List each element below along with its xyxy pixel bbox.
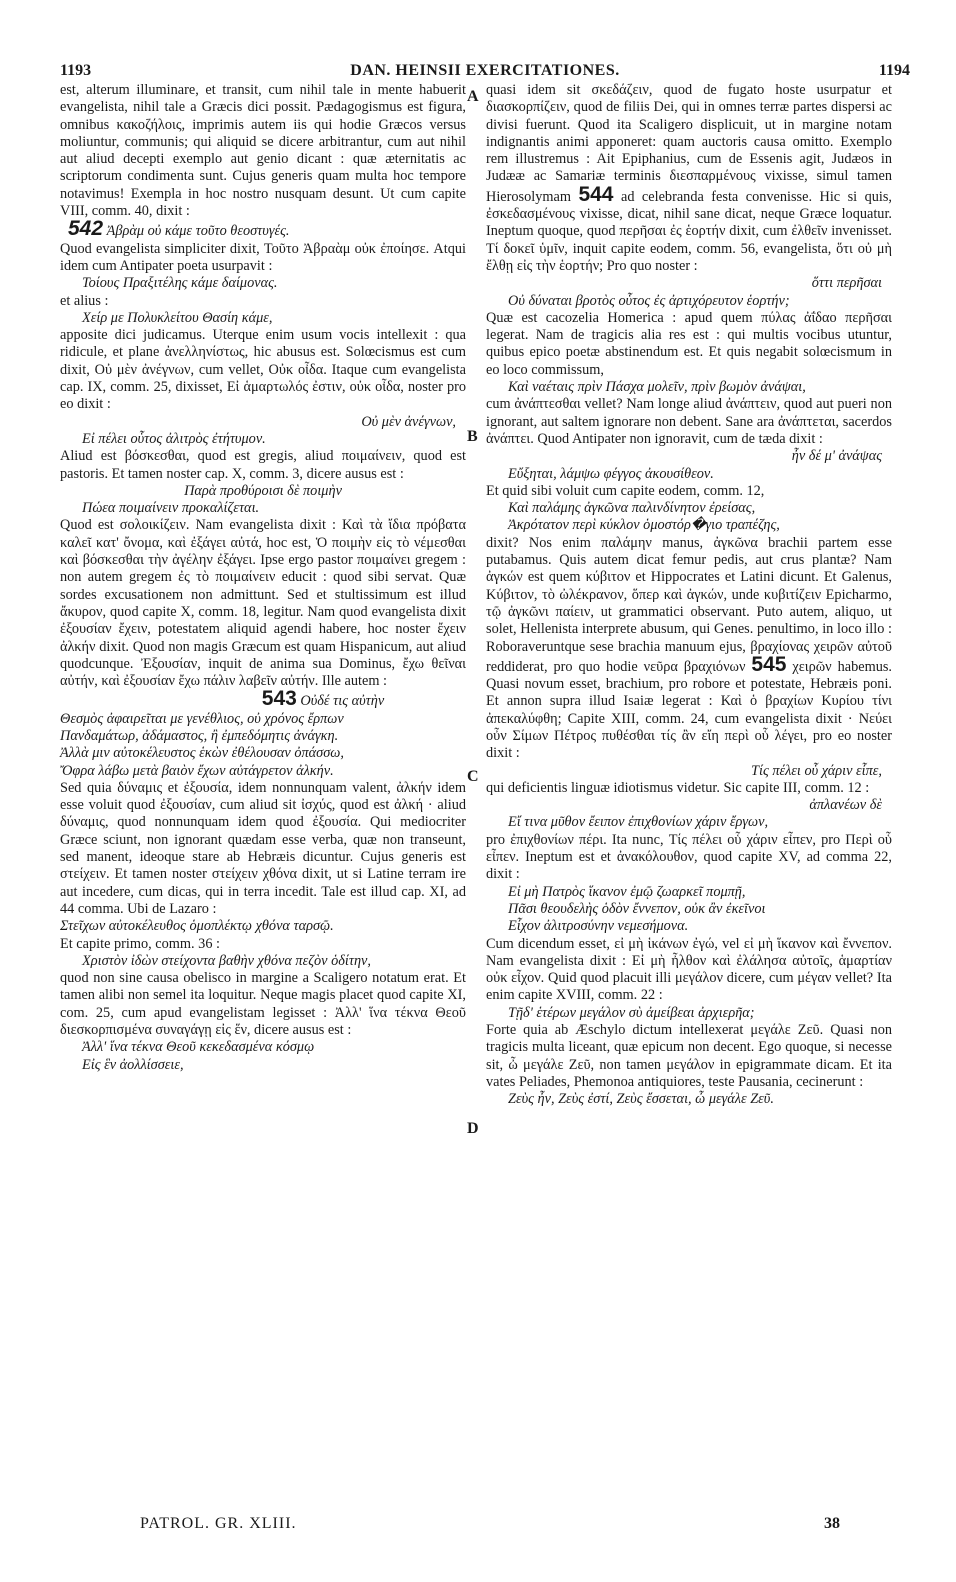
verse-line: Καὶ παλάμης ἀγκῶνα παλινδίνητον ἐρείσας, — [508, 500, 756, 517]
paragraph — [486, 82, 892, 275]
verse-line: Τοίους Πραξιτέλης κάμε δαίμονας. — [82, 275, 278, 292]
verse-line: Θεσμὸς ἀφαιρεῖται με γενέθλιος, οὐ χρόνος ἔρπων — [60, 710, 344, 727]
column-number: 543 — [261, 687, 297, 711]
verse-line: ἦν δέ μ' ἀνάψας — [791, 448, 882, 465]
verse-line: Εἴ τινα μῦθον ἔειπον ἐπιχθονίων χάριν ἔργων, — [508, 814, 769, 831]
paragraph: Et capite primo, comm. 36 : — [60, 935, 221, 952]
verse-text: Οὐδέ τις αὐτὴν — [300, 693, 385, 710]
left-column — [60, 82, 466, 1074]
paragraph: Quæ est cacozelia Homerica : apud quem πύλας ἀΐδαο περῆσαι legerat. Nam de tragicis alia res est : qui multis vocibus utuntur, quibus epico poetæ abstinendum est. Et quis negabit solœcismum in eo loco commissum, — [486, 309, 892, 378]
column-number: 542 — [68, 217, 104, 241]
verse-line — [60, 217, 466, 241]
verse-text: Ἀβρὰμ οὐ κάμε τοῦτο θεοστυγές. — [106, 223, 290, 240]
paragraph: pro ἐπιχθονίων πέρι. Ita nunc, Τίς πέλει οὗ χάριν εἶπεν, pro Περὶ οὗ εἶπεν. Ineptum est et ἀνακόλουθον, quod capite XV, ad comma 22, dixit : — [486, 831, 892, 883]
paragraph: Cum dicendum esset, εἰ μὴ ἱκάνων ἐγώ, vel εἰ μὴ ἵκανον καὶ ἔννεπον. Nam evangelista dixit : Εἰ μὴ ἦλθον καὶ ἐλάλησα αὐτοῖς, ἁμαρτίαν οὐκ εἶχον. Quid quod placuit illi μεγάλον dicere, cum μέγαν vellet? Ita enim capite XVIII, comm. 22 : — [486, 935, 892, 1004]
paragraph: cum ἀνάπτεσθαι vellet? Nam longe aliud ἀνάπτειν, quod aut pueri non ignorant, aut saltem ignorare non debent. Sane ara ἀνάπτεται, sacerdos ἀνάπτει. Quod Antipater non ignoravit, cum de tæda dixit : — [486, 396, 892, 447]
paragraph: Et quid sibi voluit cum capite eodem, comm. 12, — [486, 482, 765, 499]
margin-letter-a: A — [467, 88, 479, 105]
verse-line: Χείρ με Πολυκλείτου Θασίη κάμε, — [82, 309, 273, 326]
verse-line: Πώεα ποιμαίνειν προκαλίζεται. — [82, 500, 260, 517]
column-number: 544 — [578, 182, 614, 206]
verse-line: Εἰς ἓν ἀολλίσσειε, — [82, 1056, 184, 1073]
paragraph: Forte quia ab Æschylo dictum intellexerat μεγάλε Ζεῦ. Quasi non tragicis multa liceant, quæ epicum non decent. Ego quoque, si necesse sit, ὦ μεγάλε Ζεῦ, non tamen μεγάλον in epigrammate dicam. Et ita vates Peliades, Phemonoa antiquiores, teste Pausania, cecinerunt : — [486, 1022, 892, 1090]
page-number-left: 1193 — [60, 62, 92, 79]
paragraph-text: quasi idem sit σκεδάζειν, quod de fugato hoste usurpatur et διασκορπίζειν, quod de filiis Dei, qui in omnes terræ partes dispersi ac divisi fuerunt. Quod ita Scaligero displicuit, ut in margine notam indignantis animi apponeret: quam auctoris causa omitto. Exemplo rem illustremus : Ait Epiphanius, cum de Essenis agit, Judæos in Judææ ac Samariæ terminis διεσπαρμένους vixisse, simul tamen Hierosolymam — [486, 82, 892, 205]
verse-line: Στεῖχων αὐτοκέλευθος ὁμοπλέκτῳ χθόνα ταρσῷ. — [60, 918, 334, 935]
verse-line: Πανδαμάτωρ, ἀδάμαστος, ἢ ἐμπεδόμητις ἀνάγκη. — [60, 727, 339, 744]
verse-line — [60, 687, 466, 711]
verse-line: Ζεὺς ἦν, Ζεὺς ἐστί, Ζεὺς ἔσσεται, ὦ μεγάλε Ζεῦ. — [508, 1091, 774, 1108]
paragraph-text: ad celebranda festa convenisse. Hic si quis, ἐσκεδασμένους vixisse, dicat, nihil sane dicat, neque Græce loquatur. Ineptum quoque, quod περῆσαι ἐς ἑορτήν dixit, cum ἐλθεῖν invenisset. Τί δοκεῖ ὑμῖν, inquit capite eodem, comm. 56, evangelista, ὅτι οὐ μὴ ἔλθῃ εἰς τὴν ἑορτήν; Pro quo noster : — [486, 188, 893, 274]
verse-line: Ἀκρότατον περὶ κύκλον ὁμοστόρ�γιο τραπέζης, — [508, 517, 780, 534]
page-header — [60, 62, 910, 82]
right-column — [486, 82, 892, 1109]
verse-line: Εὔξηται, λάμψω φέγγος ἀκουσίθεον. — [508, 465, 714, 482]
verse-line: ἀπλανέων δὲ — [809, 797, 882, 814]
paragraph: Sed quia δύναμις et ἐξουσία, idem nonnunquam valent, ἀλκήν idem esse voluit quod ἐξουσίαν, cum aliud sit ἰσχύς, quod est ἀλκή · aliud δύναμις, quod nonnunquam idem quod ἐξουσία. Qui mediocriter Græce sciunt, non ignorant quædam esse verba, quæ non transeunt, sed manent, ideoque stare ab Hebræis dicuntur. Cujus generis est στείχειν. Et tamen noster στείχειν χθόνα dixit, ut si Latine terram ire aut incedere, cum dicas, qui in terra incedit. Tale est illud cap. XI, ad 44 comma. Ubi de Lazaro : — [60, 779, 466, 917]
paragraph: qui deficientis linguæ idiotismus videtur. Sic capite III, comm. 12 : — [486, 779, 870, 796]
verse-line: Ὄφρα λάβω μετὰ βαιὸν ἔχων αὐτάγρετον ἀλκήν. — [60, 762, 334, 779]
verse-line: Τῇδ' ἑτέρων μεγάλον σὺ ἀμείβεαι ἀρχιερῆα; — [508, 1004, 755, 1021]
verse-line: ὅττι περῆσαι — [811, 275, 882, 292]
verse-line: Τίς πέλει οὗ χάριν εἶπε, — [751, 762, 882, 779]
paragraph-text: χειρῶν habemus. Quasi novum esset, brachium, pro robore et potestate, Hebræis poni. Et annon supra illud Isaiæ legerat : Καὶ ὁ βραχίων Κυρίου τίνι ἀπεκαλύφθη; Capite XIII, comm. 24, cum evangelista dixit · Νεύει οὖν Σίμων Πέτρος πυθέσθαι τίς ἂν εἴη περὶ οὗ λέγει, pro eo noster dixit : — [486, 658, 892, 762]
margin-letter-b: B — [467, 428, 478, 445]
verse-line: Καὶ ναέταις πρὶν Πάσχα μολεῖν, πρὶν βωμὸν ἀνάψαι, — [508, 379, 806, 396]
paragraph: et alius : — [60, 292, 109, 309]
paragraph: apposite dici judicamus. Uterque enim usum vocis intellexit : qua ridicule, et plane ἀνελληνίστως, hic abusus est. Solœcismus est cum dixit, Οὐ μὲν ἀνέγνων, cum vellet, Οὐκ οἶδα. Itaque cum evangelista cap. IX, comm. 25, dixisset, Εἰ ἁμαρτωλός ἐστιν, οὐκ οἶδα, noster pro eo dixit : — [60, 327, 466, 413]
series-signature: PATROL. GR. XLIII. — [140, 1515, 297, 1532]
verse-line: Πᾶσι θεουδελὴς ὁδὸν ἔννεπον, οὐκ ἂν ἐκεῖνοι — [508, 900, 766, 917]
verse-line: Παρὰ προθύροισι δὲ ποιμὴν — [184, 482, 342, 499]
paragraph: quod non sine causa obelisco in margine a Scaligero notatum erat. Et tamen alibi non semel ita loquitur. Neque magis placet quod capite XI, com. 25, cum apud evangelistam legisset : Ἀλλ' ἵνα τέκνα Θεοῦ διεσκορπισμένα συναγάγῃ εἰς ἕν, dicere ausus est : — [60, 970, 466, 1039]
verse-line: Ἀλλὰ μιν αὐτοκέλευστος ἑκὼν ἐθέλουσαν ὀπάσσω, — [60, 745, 344, 762]
verse-line: Χριστὸν ἰδὼν στείχοντα βαθὴν χθόνα πεζὸν ὁδίτην, — [82, 952, 371, 969]
paragraph — [486, 535, 892, 763]
page-number-right: 1194 — [878, 62, 910, 79]
running-title: DAN. HEINSII EXERCITATIONES. — [350, 62, 620, 79]
paragraph: Aliud est βόσκεσθαι, quod est gregis, aliud ποιμαίνειν, quod est pastoris. Et tamen noster cap. X, comm. 3, dicere ausus est : — [60, 448, 466, 482]
margin-letter-d: D — [467, 1120, 479, 1137]
paragraph-text: dixit? Nos enim παλάμην manus, ἀγκῶνα brachii partem esse putabamus. Quis autem dicat femur pedis, aut crus plantæ? Nam ἀγκών est quem κύβιτον et Hippocrates et Latini dicunt. Et Galenus, Κύβιτον, τὸ ὠλέκρανον, ὅπερ καὶ ἀγκών, unde κυβιτίζειν Epicharmo, τῷ ἀγκῶνι παίειν, ut grammatici observant. Puto autem, aliquo, ut solet, Hellenista interprete abusum, qui Genes. penultimo, in loco illo : Roboraveruntque sese brachia manuum ejus, βραχίονας χειρῶν αὐτοῦ reddiderat, pro quo hodie νεῦρα βραχιόνων — [486, 534, 892, 675]
verse-line: Εἶχον ἀλιτροσύνην νεμεσήμονα. — [508, 918, 689, 935]
margin-letter-c: C — [467, 768, 479, 785]
gathering-signature: 38 — [824, 1515, 840, 1532]
verse-line: Ἀλλ' ἵνα τέκνα Θεοῦ κεκεδασμένα κόσμῳ — [82, 1039, 315, 1056]
paragraph: Quod evangelista simpliciter dixit, Τοῦτο Ἀβραὰμ οὐκ ἐποίησε. Atqui idem cum Antipater poeta usurpavit : — [60, 240, 466, 274]
column-number: 545 — [751, 652, 787, 676]
verse-line: Οὐ δύναται βροτὸς οὗτος ἐς ἀρτιχόρευτον ἑορτήν; — [508, 292, 790, 309]
verse-line: Εἰ πέλει οὗτος ἀλιτρὸς ἐτήτυμον. — [82, 430, 266, 447]
paragraph: Quod est σολοικίζειν. Nam evangelista dixit : Καὶ τὰ ἴδια πρόβατα καλεῖ κατ' ὄνομα, καὶ ἐξάγει αὐτά, hoc est, Ὁ ποιμὴν εἰς τὸ νέμεσθαι καὶ βόσκεσθαι τὴν ἀγέλην ἐξάγει. Ipse ergo pastor ποιμαίνει gregem : non autem gregem ἐς τὸ ποιμαίνειν educit : quod sibi servat. Quæ sordes excusationem non admittunt. Sed et stultissimum est illud ἄκυρον, quod capite X, comm. 18, legitur. Nam quod evangelista dixit ἐξουσίαν ἔχειν, potestatem aliquid agendi habere, hoc noster ἔχειν ἀλκήν dixit. Quod non magis Græcum est quam Hispanicum, aut aliud quodcunque. Ἐξουσίαν, inquit de anima sua Dominus, ἔχω θεῖναι αὐτήν, καὶ ἐξουσίαν ἔχω πάλιν λαβεῖν αὐτήν. Ille autem : — [60, 517, 466, 690]
verse-line: Εἰ μὴ Πατρὸς ἵκανον ἐμῷ ζωαρκεῖ πομπῇ, — [508, 883, 746, 900]
verse-line: Οὐ μὲν ἀνέγνων, — [361, 413, 456, 430]
paragraph: est, alterum illuminare, et transit, cum nihil tale in mente habuerit evangelista, nihil tale a Græcis dici possit. Pædagogismus est figura, omnibus κακοζήλοις, imprimis autem iis qui hodie Græcos versus moliuntur, communis; qui aliquid se dicere arbitrantur, cum aut nihil aut aliud decepti exemplo aut genio dicant : quæ æternitatis ac scriptorum condimenta sunt. Cujus generis quam multa hoc tempore notavimus! Exempla in hoc nostro nusquam desunt. Ut cum capite VIII, comm. 40, dixit : — [60, 82, 466, 220]
